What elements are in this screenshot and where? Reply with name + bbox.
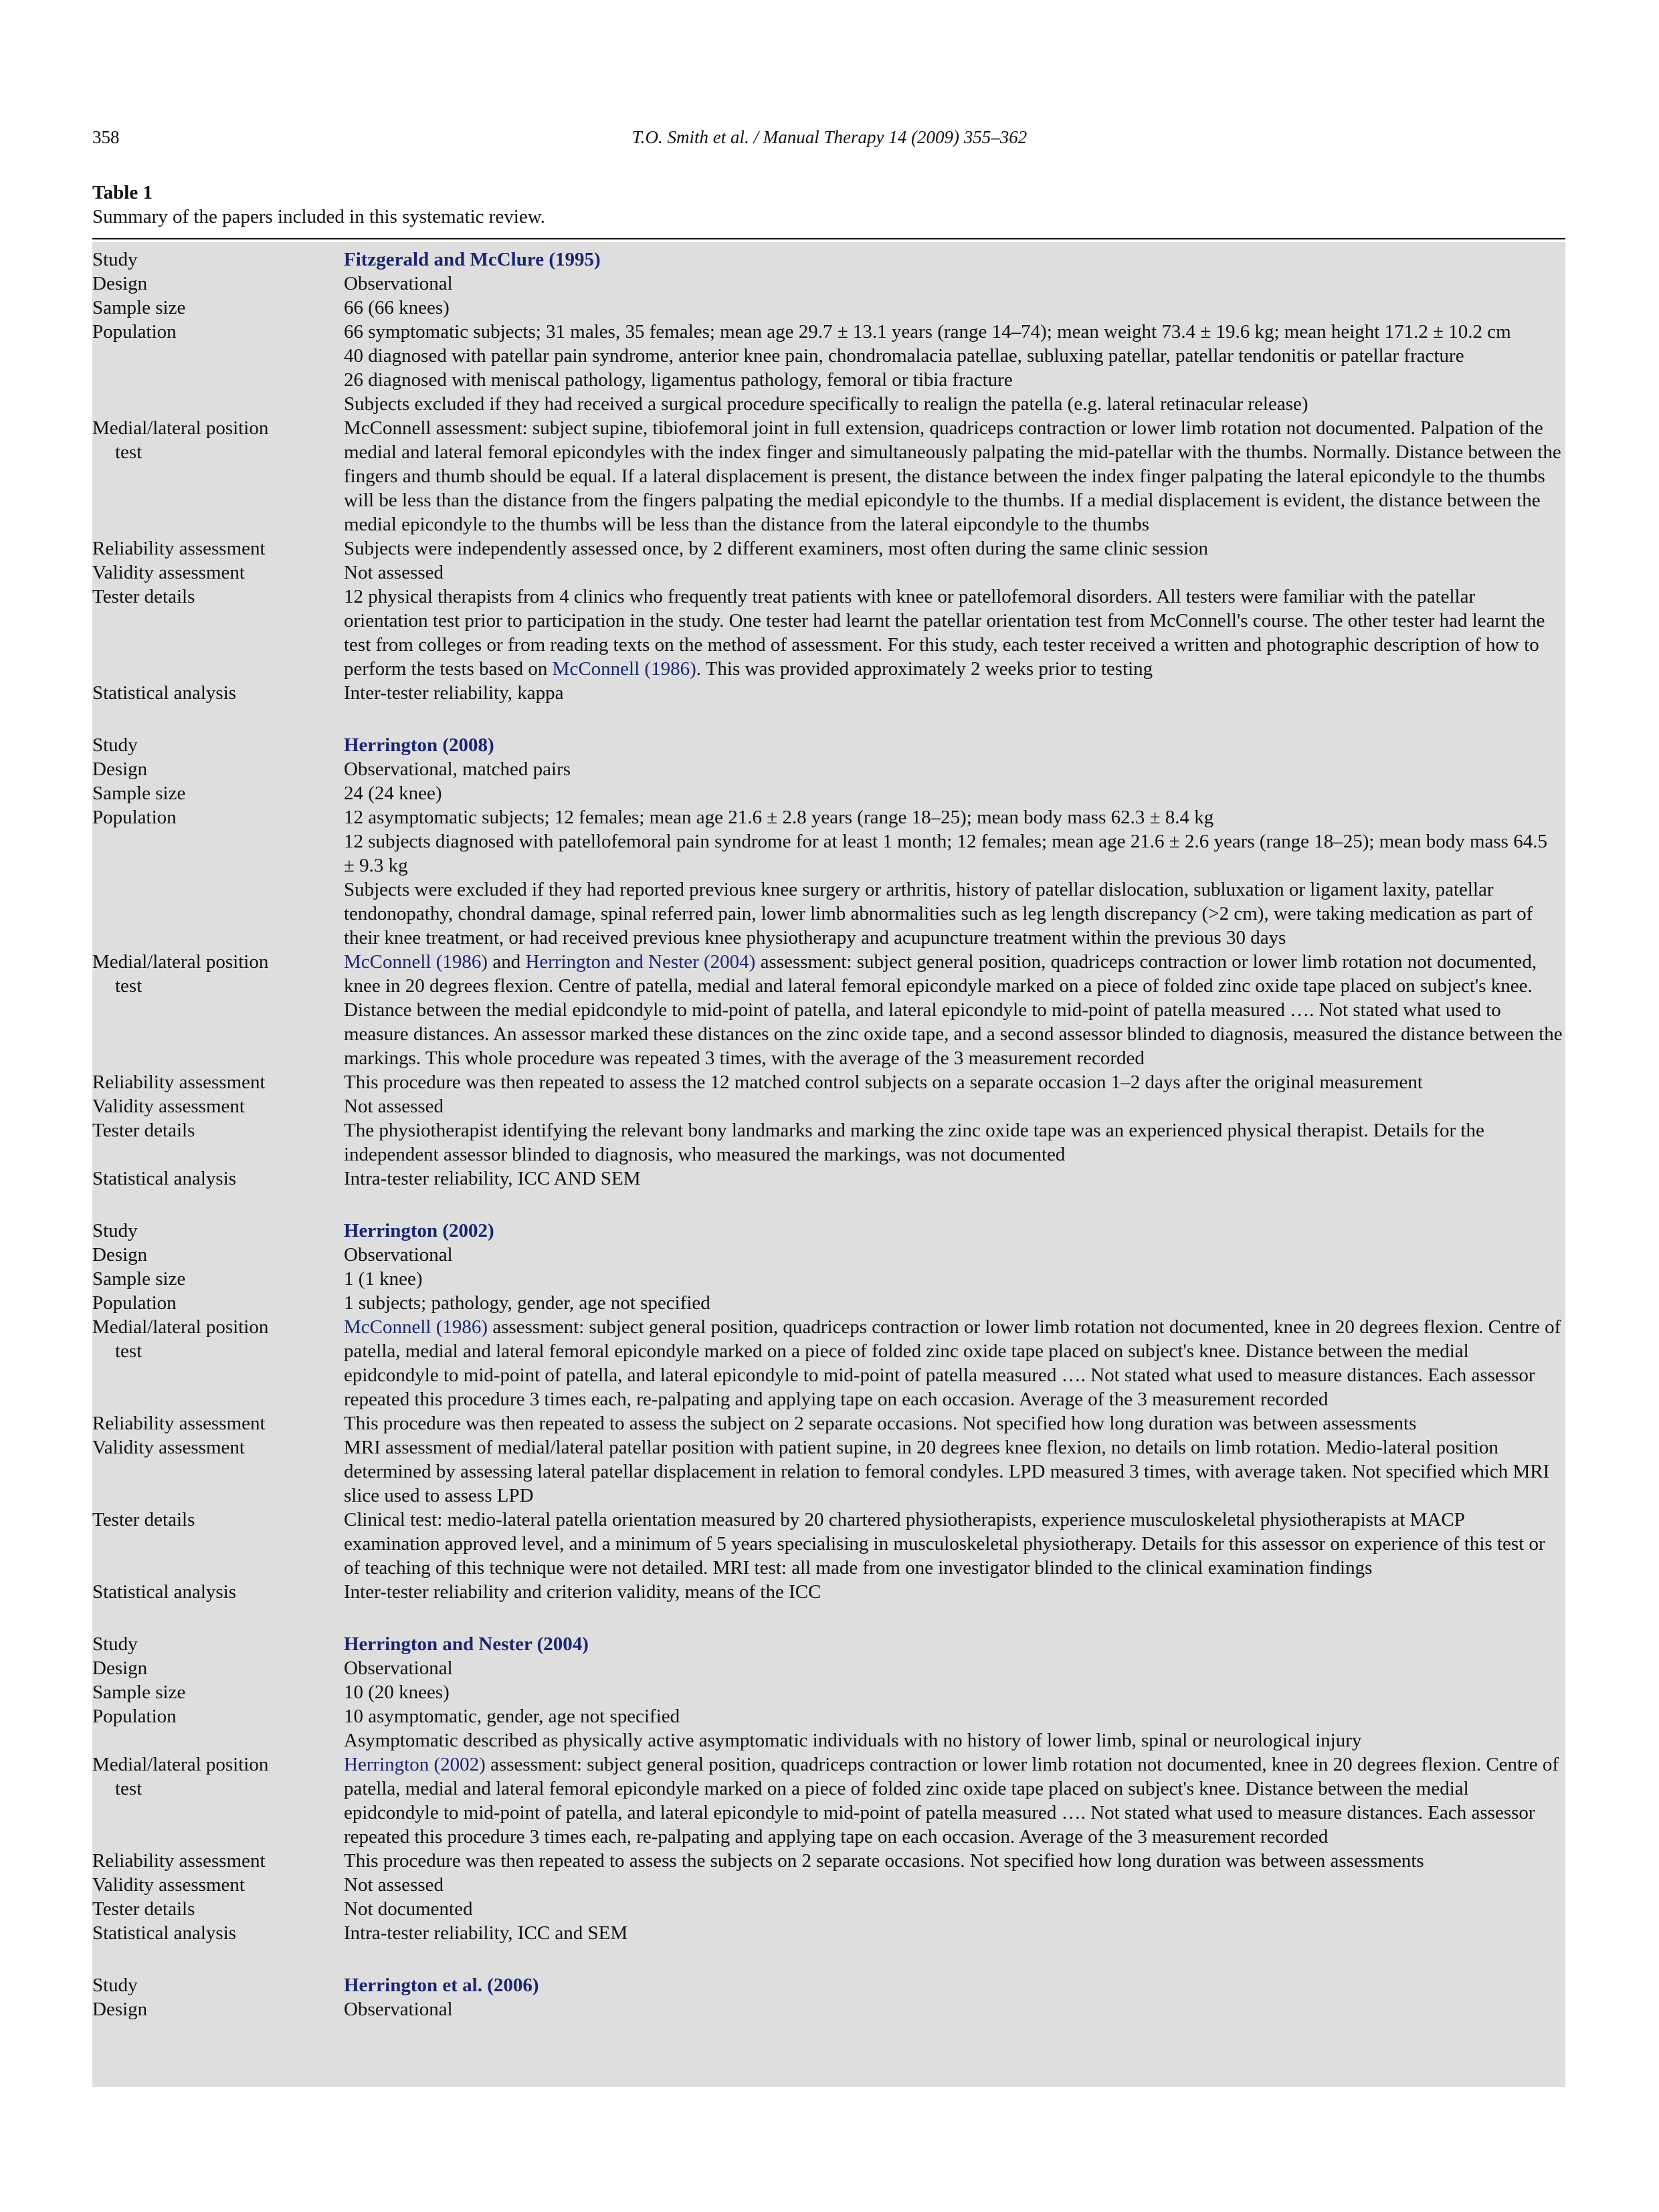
table-row — [92, 1873, 1565, 1897]
table-row — [92, 1704, 1565, 1752]
sample-size-value: 66 (66 knees) — [344, 297, 450, 318]
table-row — [92, 296, 1565, 320]
table-row — [92, 1167, 1565, 1191]
citation-link[interactable]: McConnell (1986) — [344, 951, 488, 973]
reliability-value: Subjects were independently assessed once, by 2 different examiners, most often during the same clinic session — [344, 538, 1209, 559]
study-title-link[interactable]: Herrington and Nester (2004) — [344, 1633, 589, 1655]
citation-link[interactable]: Herrington and Nester (2004) — [525, 951, 756, 973]
study-block — [92, 728, 1565, 1191]
population-line: 66 symptomatic subjects; 31 males, 35 females; mean age 29.7 ± 13.1 years (range 14–74); mean weight 73.4 ± 19.6 kg; mean height 171.2 ± 10.2 cm — [344, 321, 1511, 342]
row-label: Tester details — [92, 586, 195, 607]
study-title-link[interactable]: Herrington (2008) — [344, 734, 494, 756]
row-label: Validity assessment — [92, 1874, 245, 1896]
study-title-link[interactable]: Herrington et al. (2006) — [344, 1975, 539, 1996]
table-row — [92, 1219, 1565, 1243]
row-label: Medial/lateral position test — [92, 951, 269, 997]
row-label: Population — [92, 1292, 177, 1314]
population-line: 1 subjects; pathology, gender, age not specified — [344, 1292, 710, 1314]
row-label: Study — [92, 1633, 138, 1655]
statistical-value: Inter-tester reliability and criterion validity, means of the ICC — [344, 1581, 821, 1603]
page-header — [92, 127, 1567, 154]
table-row — [92, 561, 1565, 585]
table-row — [92, 1921, 1565, 1945]
study-block — [92, 1627, 1565, 1945]
table-row — [92, 950, 1565, 1070]
table-row — [92, 1656, 1565, 1680]
design-value: Observational — [344, 1244, 453, 1266]
tester-value: Clinical test: medio-lateral patella orientation measured by 20 chartered physiotherapists, experience musculoskeletal physiotherapists at MACP examination approved level, and a minimum of 5 years specialising in musculoskeletal physiotherapy. Details for this assessor on experience of this test or of teaching of this technique were not detailed. MRI test: all made from one investigator blinded to the clinical examination findings — [344, 1509, 1545, 1579]
table-row — [92, 1070, 1565, 1094]
summary-table — [92, 242, 1565, 2087]
population-line: 12 subjects diagnosed with patellofemoral pain syndrome for at least 1 month; 12 females; mean age 21.6 ± 2.6 years (range 18–25); mean body mass 64.5 ± 9.3 kg — [344, 831, 1547, 876]
table-row — [92, 1680, 1565, 1704]
row-label: Study — [92, 1975, 138, 1996]
table-row — [92, 272, 1565, 296]
validity-value: Not assessed — [344, 562, 444, 583]
medial-lateral-value: Herrington (2002) assessment: subject general position, quadriceps contraction or lower limb rotation not documented, knee in 20 degrees flexion. Centre of patella, medial and lateral femoral epicondyle marked on a piece of folded zinc oxide tape placed on subject's knee. Distance between the medial epidcondyle to mid-point of patella, and lateral epicondyle to mid-point of patella measured …. Not stated what used to measure distances. Each assessor repeated this procedure 3 times each, re-palpating and applying tape on each occasion. Average of the 3 measurement recorded — [344, 1754, 1559, 1847]
row-label: Study — [92, 734, 138, 756]
table-row — [92, 1435, 1565, 1508]
row-label: Study — [92, 249, 138, 270]
population-line: Asymptomatic described as physically active asymptomatic individuals with no history of lower limb, spinal or neurological injury — [344, 1730, 1362, 1751]
row-label: Design — [92, 1244, 148, 1266]
table-row — [92, 320, 1565, 416]
citation-link[interactable]: McConnell (1986) — [552, 658, 696, 680]
row-label: Tester details — [92, 1120, 195, 1141]
table-row — [92, 681, 1565, 705]
table-top-rule — [92, 238, 1565, 239]
reliability-value: This procedure was then repeated to assess the subject on 2 separate occasions. Not specified how long duration was between assessments — [344, 1413, 1417, 1434]
row-label: Reliability assessment — [92, 1072, 266, 1093]
table-row — [92, 1094, 1565, 1118]
sample-size-value: 24 (24 knee) — [344, 783, 442, 804]
row-label: Population — [92, 1706, 177, 1727]
statistical-value: Intra-tester reliability, ICC AND SEM — [344, 1168, 641, 1189]
page-number: 358 — [92, 127, 120, 147]
table-row — [92, 1411, 1565, 1435]
table-row — [92, 1849, 1565, 1873]
design-value: Observational — [344, 1999, 453, 2020]
row-label: Design — [92, 1999, 148, 2020]
row-label: Population — [92, 807, 177, 828]
table-row — [92, 585, 1565, 681]
row-label: Statistical analysis — [92, 682, 237, 704]
row-label: Medial/lateral position test — [92, 1316, 269, 1362]
table-row — [92, 757, 1565, 781]
validity-value: Not assessed — [344, 1096, 444, 1117]
reliability-value: This procedure was then repeated to assess the subjects on 2 separate occasions. Not specified how long duration was between assessments — [344, 1850, 1424, 1872]
row-label: Validity assessment — [92, 562, 245, 583]
medial-lateral-value: McConnell (1986) and Herrington and Nester (2004) assessment: subject general position, quadriceps contraction or lower limb rotation not documented, knee in 20 degrees flexion. Centre of patella, medial and lateral femoral epicondyle marked on a piece of folded zinc oxide tape placed on subject's knee. Distance between the medial epidcondyle to mid-point of patella, and lateral epicondyle to mid-point of patella measured …. Not stated what used to measure distances. An assessor marked these distances on the zinc oxide tape, and a second assessor blinded to diagnosis, measured the distance between the markings. This whole procedure was repeated 3 times, with the average of the 3 measurement recorded — [344, 951, 1563, 1069]
population-line: Subjects were excluded if they had reported previous knee surgery or arthritis, history of patellar dislocation, subluxation or ligament laxity, patellar tendonopathy, chondral damage, spinal referred pain, lower limb abnormalities such as leg length discrepancy (>2 cm), were taking medication as part of their knee treatment, or had received previous knee physiotherapy and acupuncture treatment within the previous 30 days — [344, 879, 1533, 948]
table-row — [92, 805, 1565, 950]
tester-value: 12 physical therapists from 4 clinics who frequently treat patients with knee or patellofemoral disorders. All testers were familiar with the patellar orientation test prior to participation in the study. One tester had learnt the patellar orientation test from McConnell's course. The other tester had learnt the test from colleges or from reading texts on the method of assessment. For this study, each tester received a written and photographic description of how to perform the tests based on McConnell (1986). This was provided approximately 2 weeks prior to testing — [344, 586, 1545, 680]
row-label: Statistical analysis — [92, 1581, 237, 1603]
table-row — [92, 1632, 1565, 1656]
row-label: Sample size — [92, 783, 186, 804]
population-line: 40 diagnosed with patellar pain syndrome, anterior knee pain, chondromalacia patellae, subluxing patellar, patellar tendonitis or patellar fracture — [344, 345, 1464, 367]
statistical-value: Inter-tester reliability, kappa — [344, 682, 564, 704]
table-row — [92, 1243, 1565, 1267]
population-value — [344, 1704, 1565, 1752]
population-line: 10 asymptomatic, gender, age not specified — [344, 1706, 680, 1727]
table-row — [92, 1508, 1565, 1580]
table-row — [92, 536, 1565, 561]
row-label: Sample size — [92, 1268, 186, 1290]
table-caption-text: Summary of the papers included in this systematic review. — [92, 206, 546, 227]
population-line: 26 diagnosed with meniscal pathology, ligamentus pathology, femoral or tibia fracture — [344, 369, 1013, 391]
validity-value: Not assessed — [344, 1874, 444, 1896]
statistical-value: Intra-tester reliability, ICC and SEM — [344, 1922, 628, 1944]
validity-value: MRI assessment of medial/lateral patellar position with patient supine, in 20 degrees knee flexion, no details on limb rotation. Medio-lateral position determined by assessing lateral patellar displacement in relation to femoral condyles. LPD measured 3 times, with average taken. Not specified which MRI slice used to assess LPD — [344, 1437, 1550, 1506]
table-row — [92, 416, 1565, 536]
citation-link[interactable]: Herrington (2002) — [344, 1754, 486, 1775]
population-line: Subjects excluded if they had received a surgical procedure specifically to realign the patella (e.g. lateral retinacular release) — [344, 393, 1308, 415]
row-label: Medial/lateral position test — [92, 417, 269, 463]
reliability-value: This procedure was then repeated to assess the 12 matched control subjects on a separate occasion 1–2 days after the original measurement — [344, 1072, 1423, 1093]
table-row — [92, 1291, 1565, 1315]
tester-value: The physiotherapist identifying the relevant bony landmarks and marking the zinc oxide tape was an experienced physical therapist. Details for the independent assessor blinded to diagnosis, who measured the markings, was not documented — [344, 1120, 1484, 1165]
table-row — [92, 1315, 1565, 1411]
row-label: Design — [92, 273, 148, 294]
table-row — [92, 1752, 1565, 1849]
table-row — [92, 1997, 1565, 2021]
row-label: Reliability assessment — [92, 538, 266, 559]
table-row — [92, 1580, 1565, 1604]
sample-size-value: 10 (20 knees) — [344, 1682, 450, 1703]
row-label: Tester details — [92, 1509, 195, 1530]
running-head: T.O. Smith et al. / Manual Therapy 14 (2009) 355–362 — [631, 127, 1028, 147]
table-row — [92, 733, 1565, 757]
design-value: Observational — [344, 273, 453, 294]
study-title-link[interactable]: Herrington (2002) — [344, 1220, 494, 1241]
table-row — [92, 1897, 1565, 1921]
table-label: Table 1 — [92, 182, 153, 203]
table-row — [92, 1267, 1565, 1291]
citation-link[interactable]: McConnell (1986) — [344, 1316, 488, 1338]
medial-lateral-value: McConnell assessment: subject supine, tibiofemoral joint in full extension, quadriceps contraction or lower limb rotation not documented. Palpation of the medial and lateral femoral epicondyles with the index finger and simultaneously palpating the mid-patellar with the thumbs. Normally. Distance between the fingers and thumb should be equal. If a lateral displacement is present, the distance between the index finger palpating the lateral epicondyle to the thumbs will be less than the distance from the fingers palpating the medial epicondyle to the thumbs. If a medial displacement is evident, the distance between the medial epicondyle to the thumbs will be less than the distance from the lateral eipcondyle to the thumbs — [344, 417, 1561, 535]
table-caption — [92, 181, 1564, 229]
row-label: Tester details — [92, 1898, 195, 1920]
population-value — [344, 320, 1565, 416]
row-label: Study — [92, 1220, 138, 1241]
table-row — [92, 1973, 1565, 1997]
table-row — [92, 1118, 1565, 1167]
sample-size-value: 1 (1 knee) — [344, 1268, 423, 1290]
study-block — [92, 1213, 1565, 1604]
row-label: Population — [92, 321, 177, 342]
tester-value: Not documented — [344, 1898, 473, 1920]
row-label: Validity assessment — [92, 1437, 245, 1458]
row-label: Reliability assessment — [92, 1413, 266, 1434]
medial-lateral-value: McConnell (1986) assessment: subject general position, quadriceps contraction or lower limb rotation not documented, knee in 20 degrees flexion. Centre of patella, medial and lateral femoral epicondyle marked on a piece of folded zinc oxide tape placed on subject's knee. Distance between the medial epidcondyle to mid-point of patella, and lateral epicondyle to mid-point of patella measured …. Not stated what used to measure distances. Each assessor repeated this procedure 3 times each, re-palpating and applying tape on each occasion. Average of the 3 measurement recorded — [344, 1316, 1561, 1410]
population-value — [344, 805, 1565, 950]
table-row — [92, 781, 1565, 805]
row-label: Design — [92, 759, 148, 780]
population-line: 12 asymptomatic subjects; 12 females; mean age 21.6 ± 2.8 years (range 18–25); mean body mass 62.3 ± 8.4 kg — [344, 807, 1214, 828]
design-value: Observational, matched pairs — [344, 759, 571, 780]
row-label: Design — [92, 1657, 148, 1679]
study-block — [92, 242, 1565, 705]
row-label: Reliability assessment — [92, 1850, 266, 1872]
row-label: Sample size — [92, 1682, 186, 1703]
study-block — [92, 1968, 1565, 2021]
row-label: Statistical analysis — [92, 1168, 237, 1189]
study-title-link[interactable]: Fitzgerald and McClure (1995) — [344, 249, 601, 270]
row-label: Validity assessment — [92, 1096, 245, 1117]
design-value: Observational — [344, 1657, 453, 1679]
row-label: Statistical analysis — [92, 1922, 237, 1944]
population-value — [344, 1291, 1565, 1315]
table-row — [92, 247, 1565, 272]
row-label: Sample size — [92, 297, 186, 318]
row-label: Medial/lateral position test — [92, 1754, 269, 1799]
